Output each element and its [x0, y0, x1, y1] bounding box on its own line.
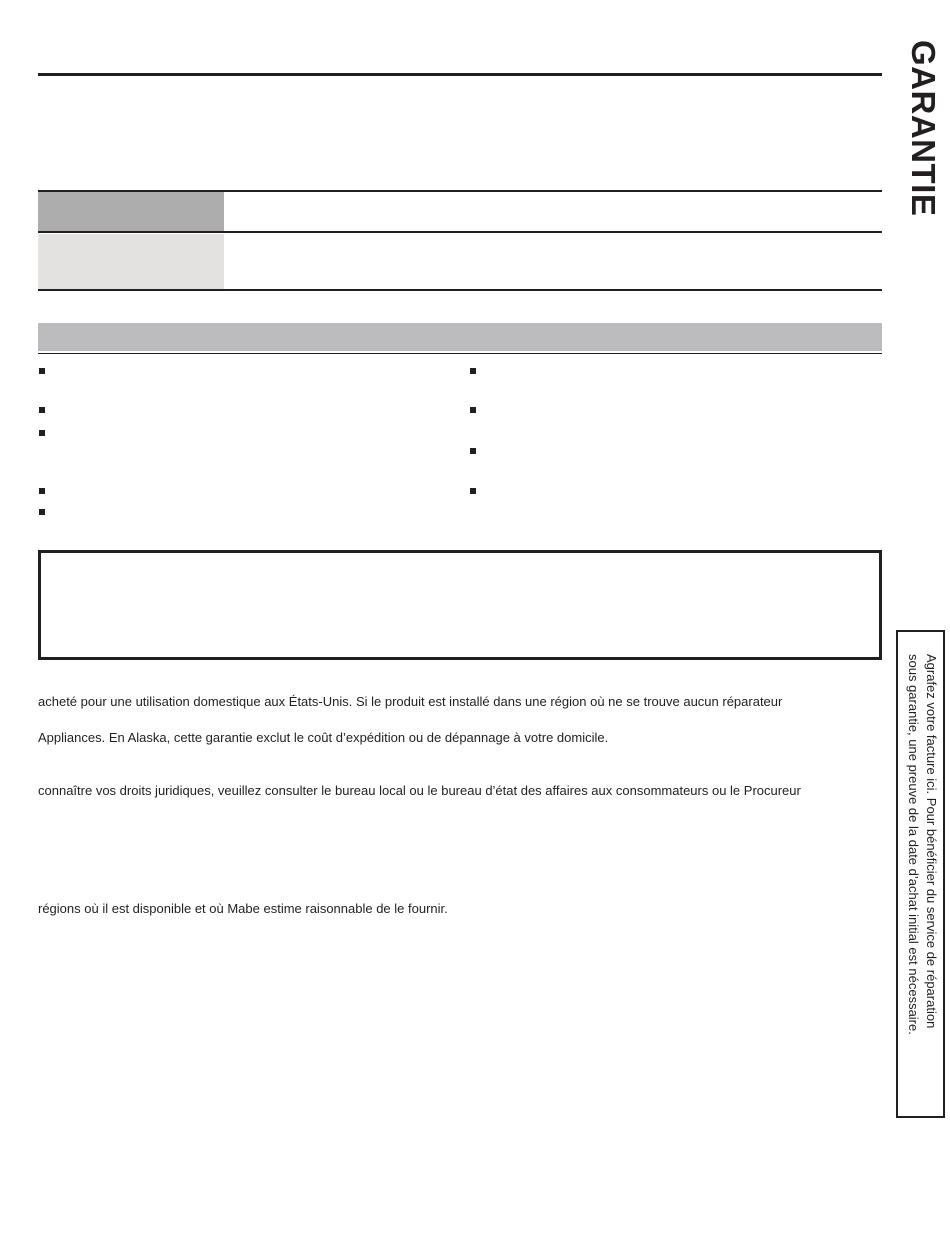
table-middle-rule: [38, 231, 882, 233]
exclusions-rule: [38, 353, 882, 354]
warranty-period-cell: [38, 192, 224, 231]
list-item: [470, 407, 476, 413]
warranty-period-cell-secondary: [38, 234, 224, 289]
staple-receipt-note: [900, 654, 940, 1094]
body-paragraph-4: régions où il est disponible et où Mabe estime raisonnable de le fournir.: [38, 901, 448, 916]
staple-note-line-1: Agrafez votre facture ici. Pour bénéficier du service de réparation: [924, 654, 939, 1029]
body-paragraph-1: acheté pour une utilisation domestique aux États-Unis. Si le produit est installé dans une région où ne se trouve aucun réparateur: [38, 694, 783, 709]
list-item: [470, 368, 476, 374]
body-paragraph-2: Appliances. En Alaska, cette garantie exclut le coût d’expédition ou de dépannage à votre domicile.: [38, 730, 609, 745]
list-item: [39, 430, 45, 436]
exclusions-header-bar: [38, 323, 882, 351]
table-bottom-rule: [38, 289, 882, 291]
list-item: [39, 488, 45, 494]
body-paragraph-3: connaître vos droits juridiques, veuillez consulter le bureau local ou le bureau d’état des affaires aux consommateurs ou le Procureur: [38, 783, 801, 798]
list-item: [39, 368, 45, 374]
header-rule: [38, 73, 882, 76]
list-item: [470, 488, 476, 494]
staple-note-line-2: sous garantie, une preuve de la date d’achat initial est nécessaire.: [906, 654, 921, 1035]
list-item: [470, 448, 476, 454]
section-tab-title: GARANTIE: [905, 40, 942, 217]
list-item: [39, 407, 45, 413]
list-item: [39, 509, 45, 515]
notice-box: [38, 550, 882, 660]
staple-receipt-box: [896, 630, 945, 1118]
